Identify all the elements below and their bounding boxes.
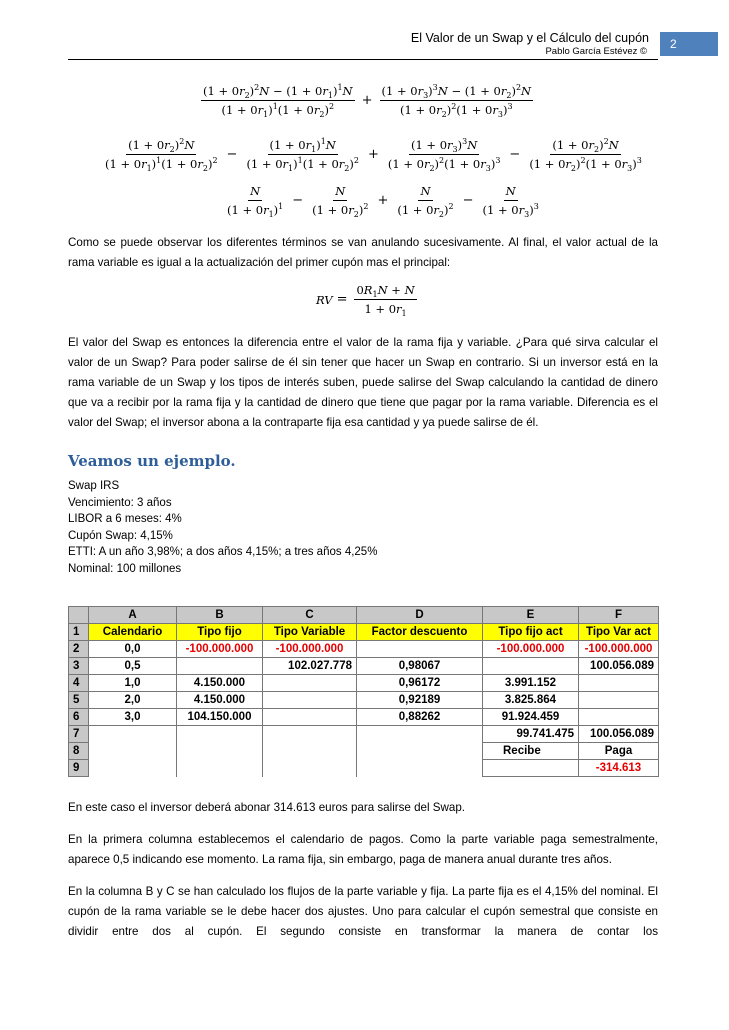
table-cell xyxy=(579,675,659,692)
page-number-badge: 2 xyxy=(660,32,718,56)
table-cell: 100.056.089 xyxy=(579,726,659,743)
table-row xyxy=(69,692,659,709)
paragraph-3: En este caso el inversor deberá abonar 314.613 euros para salirse del Swap. xyxy=(68,801,466,814)
section-heading: Veamos un ejemplo. xyxy=(68,452,236,470)
table-cell xyxy=(263,692,357,709)
table-cell: 3,0 xyxy=(89,709,177,726)
table-cell: 0,96172 xyxy=(357,675,483,692)
fraction: $\frac{(1 + 0r_2)^2N}{(1 + 0r_2)^2(1 + 0r_3)^3}$ xyxy=(529,137,642,173)
table-cell xyxy=(263,709,357,726)
table-cell: 100.056.089 xyxy=(579,658,659,675)
fraction: $\frac{0R_1N + N}{1 + 0r_1}$ xyxy=(356,283,415,318)
fraction: $\frac{(1 + 0r_3)^3N}{(1 + 0r_2)^2(1 + 0r_3)^3}$ xyxy=(387,137,501,173)
row-number: 9 xyxy=(69,760,89,777)
fact-line: Swap IRS xyxy=(68,480,120,492)
table-cell: -314.613 xyxy=(579,760,659,777)
table-cell: 3.825.864 xyxy=(483,692,579,709)
header-row xyxy=(69,624,659,641)
table-cell: 0,98067 xyxy=(357,658,483,675)
table-cell: 2,0 xyxy=(89,692,177,709)
fraction: $\frac{(1 + 0r_2)^2N - (1 + 0r_1)^1N}{(1 + 0r_1)^1(1 + 0r_2)^2}$ xyxy=(203,83,353,119)
row-number: 4 xyxy=(69,675,89,692)
table-cell: 102.027.778 xyxy=(263,658,357,675)
table-cell xyxy=(177,743,263,760)
fact-line: Nominal: 100 millones xyxy=(68,562,182,575)
header-cell: Tipo Var act xyxy=(579,624,659,641)
fact-line: Vencimiento: 3 años xyxy=(68,496,172,509)
column-letter: D xyxy=(357,607,483,624)
table-cell xyxy=(483,658,579,675)
header-cell: Tipo fijo act xyxy=(483,624,579,641)
table-cell: 4.150.000 xyxy=(177,692,263,709)
equation-line-1: $\frac{(1 + 0r_2)^2N - (1 + 0r_1)^1N}{(1 + 0r_1)^1(1 + 0r_2)^2}$ + $\frac{(1 + 0r_3)^3N - (1 + 0r_2)^2N}{(1 + 0r_2)^2(1 + 0r_3)^3}$ xyxy=(203,83,532,119)
table-cell xyxy=(89,743,177,760)
table-cell xyxy=(579,692,659,709)
table-cell: 99.741.475 xyxy=(483,726,579,743)
fraction: $\frac{N}{(1 + 0r_1)^1}$ xyxy=(227,184,284,219)
table-cell xyxy=(89,760,177,777)
table-cell: -100.000.000 xyxy=(483,641,579,658)
fraction: $\frac{N}{(1 + 0r_2)^2}$ xyxy=(397,184,454,219)
column-letter: C xyxy=(263,607,357,624)
row-number: 3 xyxy=(69,658,89,675)
table-cell: 0,0 xyxy=(89,641,177,658)
table-row xyxy=(69,658,659,675)
table-cell: -100.000.000 xyxy=(579,641,659,658)
table-cell xyxy=(357,641,483,658)
equation-line-3: $\frac{N}{(1 + 0r_1)^1}$ − $\frac{N}{(1 + 0r_2)^2}$ + $\frac{N}{(1 + 0r_2)^2}$ − $\frac{N}{(1 + 0r_3)^3}$ xyxy=(227,184,539,219)
paragraph-4: En la primera columna establecemos el calendario de pagos. Como la parte variable paga semestralmente, aparece 0,5 indicando ese momento. La rama fija, sin embargo, paga de manera anual durante tres años. xyxy=(68,833,658,866)
example-facts xyxy=(68,478,377,577)
table-cell: 0,5 xyxy=(89,658,177,675)
column-letter-row xyxy=(69,607,659,624)
rv-formula: RV = $\frac{0R_1N + N}{1 + 0r_1}$ xyxy=(316,283,415,318)
fraction: $\frac{(1 + 0r_2)^2N}{(1 + 0r_1)^1(1 + 0r_2)^2}$ xyxy=(105,137,218,173)
table-cell xyxy=(89,726,177,743)
paragraph-2: El valor del Swap es entonces la diferencia entre el valor de la rama fija y variable. ¿Para qué sirva calcular el valor de un Swap? Para poder salirse de él sin tener que hacer un Swap en contrario. Si un inversor está en la rama variable de un Swap y los tipos de interés suben, puede salirse del Swap calculando la cantidad de dinero que va a recibir por la rama fija y la cantidad de dinero que tiene que pagar por la rama variable. Diferencia es el valor del Swap; el inversor abona a la contraparte fija esa cantidad y ya puede salirse de él. xyxy=(68,336,658,429)
header-cell: Factor descuento xyxy=(357,624,483,641)
running-header-author: Pablo García Estévez © xyxy=(545,46,647,57)
table-cell: -100.000.000 xyxy=(263,641,357,658)
row-number: 5 xyxy=(69,692,89,709)
table-row xyxy=(69,760,659,777)
row-number: 2 xyxy=(69,641,89,658)
table-cell: 0,88262 xyxy=(357,709,483,726)
table-cell xyxy=(263,760,357,777)
table-cell: 104.150.000 xyxy=(177,709,263,726)
running-header-title: El Valor de un Swap y el Cálculo del cupón xyxy=(410,31,649,45)
table-row xyxy=(69,675,659,692)
column-letter: F xyxy=(579,607,659,624)
header-rule xyxy=(68,59,658,60)
table-cell xyxy=(177,658,263,675)
header-cell: Tipo fijo xyxy=(177,624,263,641)
paragraph-5: En la columna B y C se han calculado los flujos de la parte variable y fija. La parte fija es el 4,15% del nominal. El cupón de la rama variable se le debe hacer dos ajustes. Uno para calcular el cupón semestral que consiste en dividir entre dos al cupón. El segundo consiste en transformar la manera de contar los xyxy=(68,885,658,938)
swap-spreadsheet xyxy=(68,606,659,777)
table-cell: Recibe xyxy=(483,743,579,760)
table-row xyxy=(69,709,659,726)
table-cell xyxy=(483,760,579,777)
fact-line: ETTI: A un año 3,98%; a dos años 4,15%; a tres años 4,25% xyxy=(68,546,378,558)
fraction: $\frac{N}{(1 + 0r_3)^3}$ xyxy=(482,184,539,219)
table-row xyxy=(69,743,659,760)
header-cell: Calendario xyxy=(89,624,177,641)
table-cell: 0,92189 xyxy=(357,692,483,709)
table-cell: Paga xyxy=(579,743,659,760)
fraction: $\frac{(1 + 0r_3)^3N - (1 + 0r_2)^2N}{(1 + 0r_2)^2(1 + 0r_3)^3}$ xyxy=(381,83,532,119)
column-letter: B xyxy=(177,607,263,624)
table-cell xyxy=(263,743,357,760)
row-number: 6 xyxy=(69,709,89,726)
table-cell xyxy=(357,726,483,743)
table-cell: 1,0 xyxy=(89,675,177,692)
table-row xyxy=(69,641,659,658)
row-number: 8 xyxy=(69,743,89,760)
row-number: 1 xyxy=(69,624,89,641)
fact-line: Cupón Swap: 4,15% xyxy=(68,529,173,542)
table-cell xyxy=(177,760,263,777)
fraction: $\frac{N}{(1 + 0r_2)^2}$ xyxy=(312,184,369,219)
paragraph-1: Como se puede observar los diferentes términos se van anulando sucesivamente. Al final, el valor actual de la rama variable es igual a la actualización del primer cupón mas el principal: xyxy=(68,236,658,269)
table-cell: 4.150.000 xyxy=(177,675,263,692)
table-cell xyxy=(579,709,659,726)
fact-line: LIBOR a 6 meses: 4% xyxy=(68,513,182,525)
table-row xyxy=(69,726,659,743)
corner-cell xyxy=(69,607,89,624)
table-cell xyxy=(357,743,483,760)
column-letter: A xyxy=(89,607,177,624)
table-cell xyxy=(263,726,357,743)
table-cell: -100.000.000 xyxy=(177,641,263,658)
header-cell: Tipo Variable xyxy=(263,624,357,641)
table-cell xyxy=(263,675,357,692)
row-number: 7 xyxy=(69,726,89,743)
fraction: $\frac{(1 + 0r_1)^1N}{(1 + 0r_1)^1(1 + 0r_2)^2}$ xyxy=(246,137,359,173)
table-cell xyxy=(357,760,483,777)
table-cell xyxy=(177,726,263,743)
column-letter: E xyxy=(483,607,579,624)
table-cell: 3.991.152 xyxy=(483,675,579,692)
equation-line-2: $\frac{(1 + 0r_2)^2N}{(1 + 0r_1)^1(1 + 0r_2)^2}$ − $\frac{(1 + 0r_1)^1N}{(1 + 0r_1)^1(1 + 0r_2)^2}$ + $\frac{(1 + 0r_3)^3N}{(1 + 0r_2)^2(1 + 0r_3)^3}$ − $\frac{(1 + 0r_2)^2N}{(1 + 0r_2)^2(1 + 0r_3)^3}$ xyxy=(105,137,642,173)
table-cell: 91.924.459 xyxy=(483,709,579,726)
